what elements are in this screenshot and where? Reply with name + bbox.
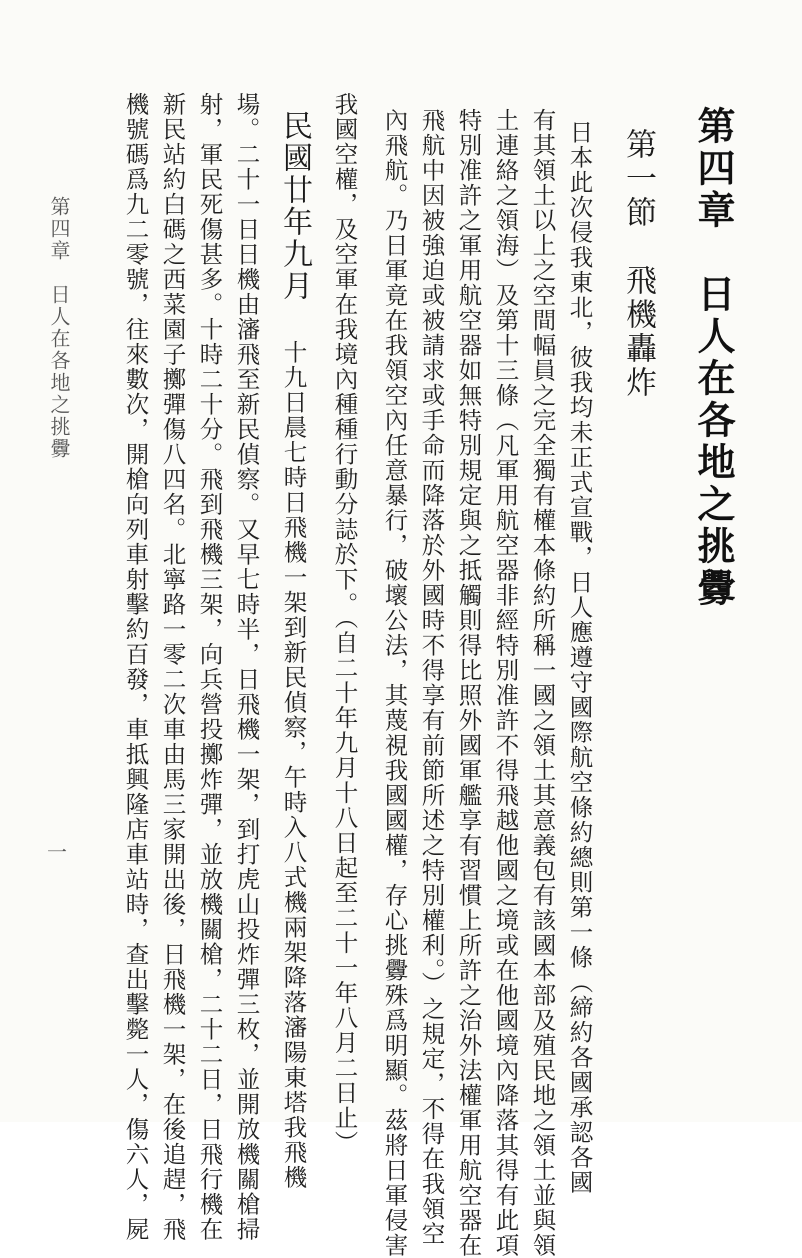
body-line: 射，軍民死傷甚多。十時二十分。飛到飛機三架，向兵營投擲炸彈，並放機關槍，二十二日，日飛行機在 — [195, 92, 224, 1242]
running-head: 第四章 日人在各地之挑釁 — [47, 196, 71, 460]
body-line: 機號碼爲九二零號，往來數次，開槍向列車射擊約百發，車抵興隆店車站時，查出擊斃一人，傷六人，屍 — [121, 92, 150, 1242]
chapter-title: 第四章 日人在各地之挑釁 — [691, 106, 736, 610]
intro-line: 土連絡之領海）及第十三條（凡軍用航空器非經特別准許不得飛越他國之境或在他國境內降落其得有此項 — [491, 108, 520, 1258]
date-heading: 民國廿年九月 — [277, 110, 312, 302]
body-line: 新民站約白碼之西菜園子擲彈傷八四名。北寧路一零二次車由馬三家開出後，日飛機一架，在後追趕，飛 — [158, 92, 187, 1242]
section-title: 第一節 飛機轟炸 — [620, 128, 656, 400]
body-line: 十九日晨七時日飛機一架到新民偵察，午時入八式機兩架降落瀋陽東塔我飛機 — [279, 340, 308, 1190]
body-line: 場。二十一日日機由瀋飛至新民偵察。又早七時半，日飛機一架，到打虎山投炸彈三枚，並開放機關槍掃 — [232, 92, 261, 1242]
intro-line: 飛航中因被強迫或被請求或手命而降落於外國時不得享有前節所述之特別權利。）之規定，不得在我領空 — [417, 108, 446, 1247]
intro-line: 我國空權，及空軍在我境內種種行動分誌於下。（自二十年九月十八日起至二十一年八月二日止） — [330, 92, 359, 1156]
intro-line: 日本此次侵我東北，彼我均未正式宣戰，日人應遵守國際航空條約總則第一條（締約各國承認各國 — [565, 120, 594, 1195]
intro-line: 有其領土以上之空間幅員之完全獨有權本條約所稱一國之領土其意義包有該國本部及殖民地之領土並與領 — [528, 108, 557, 1258]
page-number: 一 — [47, 840, 67, 864]
intro-line: 特別准許之軍用航空器如無特別規定與之抵觸則得比照外國軍艦享有習慣上所許之治外法權軍用航空器在 — [454, 108, 483, 1258]
intro-line: 內飛航。乃日軍竟在我領空內任意暴行，破壞公法，其蔑視我國國權，存心挑釁殊爲明顯。茲將日軍侵害 — [380, 108, 409, 1258]
